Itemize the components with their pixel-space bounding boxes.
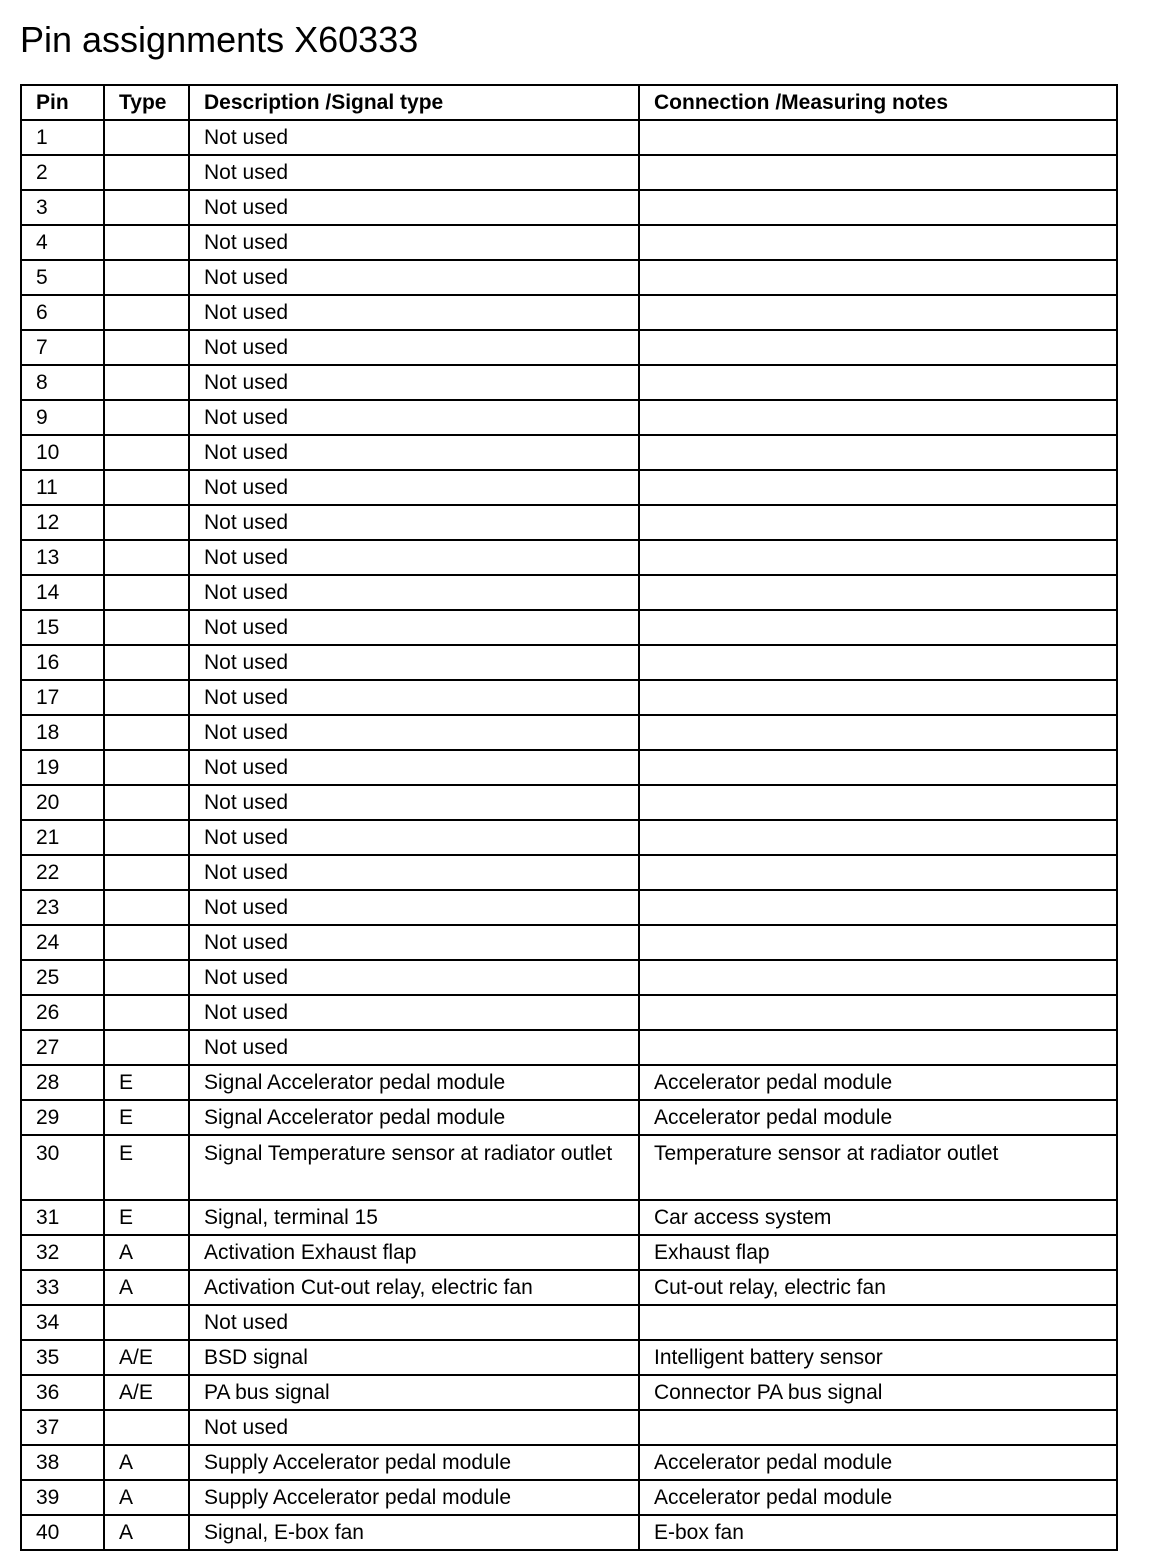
cell-type: A bbox=[104, 1235, 189, 1270]
cell-pin: 27 bbox=[21, 1030, 104, 1065]
table-row bbox=[21, 1135, 1117, 1200]
cell-type bbox=[104, 540, 189, 575]
table-row bbox=[21, 1030, 1117, 1065]
cell-type bbox=[104, 120, 189, 155]
cell-type bbox=[104, 995, 189, 1030]
cell-connection bbox=[639, 435, 1117, 470]
cell-description: Not used bbox=[189, 120, 639, 155]
cell-connection bbox=[639, 1410, 1117, 1445]
table-row bbox=[21, 1445, 1117, 1480]
cell-connection bbox=[639, 295, 1117, 330]
cell-connection bbox=[639, 995, 1117, 1030]
cell-description: Not used bbox=[189, 155, 639, 190]
pin-assignment-table bbox=[20, 84, 1118, 1551]
cell-connection: E-box fan bbox=[639, 1515, 1117, 1550]
cell-type bbox=[104, 750, 189, 785]
table-row bbox=[21, 925, 1117, 960]
table-row bbox=[21, 890, 1117, 925]
cell-type bbox=[104, 330, 189, 365]
cell-connection: Accelerator pedal module bbox=[639, 1065, 1117, 1100]
cell-connection bbox=[639, 960, 1117, 995]
cell-type bbox=[104, 1410, 189, 1445]
cell-description: Not used bbox=[189, 750, 639, 785]
cell-type: A bbox=[104, 1270, 189, 1305]
cell-connection bbox=[639, 610, 1117, 645]
cell-pin: 32 bbox=[21, 1235, 104, 1270]
cell-description: Not used bbox=[189, 715, 639, 750]
cell-pin: 4 bbox=[21, 225, 104, 260]
cell-type: A bbox=[104, 1445, 189, 1480]
cell-pin: 25 bbox=[21, 960, 104, 995]
cell-pin: 19 bbox=[21, 750, 104, 785]
cell-description: Not used bbox=[189, 960, 639, 995]
cell-type: E bbox=[104, 1065, 189, 1100]
cell-type bbox=[104, 645, 189, 680]
cell-pin: 7 bbox=[21, 330, 104, 365]
cell-pin: 37 bbox=[21, 1410, 104, 1445]
cell-pin: 23 bbox=[21, 890, 104, 925]
cell-pin: 35 bbox=[21, 1340, 104, 1375]
cell-connection bbox=[639, 540, 1117, 575]
table-body bbox=[21, 120, 1117, 1550]
cell-pin: 17 bbox=[21, 680, 104, 715]
table-row bbox=[21, 1200, 1117, 1235]
table-row bbox=[21, 260, 1117, 295]
cell-connection: Connector PA bus signal bbox=[639, 1375, 1117, 1410]
table-row bbox=[21, 435, 1117, 470]
cell-type bbox=[104, 470, 189, 505]
header-pin: Pin bbox=[21, 85, 104, 120]
cell-pin: 30 bbox=[21, 1135, 104, 1200]
cell-connection bbox=[639, 260, 1117, 295]
cell-description: Not used bbox=[189, 295, 639, 330]
cell-type bbox=[104, 960, 189, 995]
header-connection: Connection /Measuring notes bbox=[639, 85, 1117, 120]
cell-connection bbox=[639, 855, 1117, 890]
table-row bbox=[21, 1515, 1117, 1550]
cell-description: Not used bbox=[189, 435, 639, 470]
table-row bbox=[21, 1480, 1117, 1515]
cell-pin: 33 bbox=[21, 1270, 104, 1305]
table-header-row bbox=[21, 85, 1117, 120]
cell-type bbox=[104, 365, 189, 400]
table-row bbox=[21, 645, 1117, 680]
table-row bbox=[21, 365, 1117, 400]
cell-description: Signal, terminal 15 bbox=[189, 1200, 639, 1235]
cell-type bbox=[104, 610, 189, 645]
cell-type: E bbox=[104, 1200, 189, 1235]
table-row bbox=[21, 610, 1117, 645]
table-row bbox=[21, 820, 1117, 855]
cell-type bbox=[104, 820, 189, 855]
table-row bbox=[21, 190, 1117, 225]
table-row bbox=[21, 1340, 1117, 1375]
table-row bbox=[21, 1235, 1117, 1270]
cell-description: Signal Accelerator pedal module bbox=[189, 1065, 639, 1100]
cell-pin: 20 bbox=[21, 785, 104, 820]
cell-type bbox=[104, 400, 189, 435]
cell-connection bbox=[639, 190, 1117, 225]
cell-description: Not used bbox=[189, 645, 639, 680]
cell-pin: 38 bbox=[21, 1445, 104, 1480]
cell-type bbox=[104, 260, 189, 295]
header-description: Description /Signal type bbox=[189, 85, 639, 120]
cell-description: Not used bbox=[189, 890, 639, 925]
cell-description: Activation Exhaust flap bbox=[189, 1235, 639, 1270]
cell-type bbox=[104, 190, 189, 225]
cell-pin: 13 bbox=[21, 540, 104, 575]
cell-pin: 14 bbox=[21, 575, 104, 610]
cell-description: Not used bbox=[189, 330, 639, 365]
cell-type bbox=[104, 715, 189, 750]
table-row bbox=[21, 400, 1117, 435]
cell-description: Signal Temperature sensor at radiator outlet bbox=[189, 1135, 639, 1200]
cell-type bbox=[104, 225, 189, 260]
table-row bbox=[21, 680, 1117, 715]
cell-pin: 10 bbox=[21, 435, 104, 470]
cell-connection bbox=[639, 365, 1117, 400]
cell-connection: Accelerator pedal module bbox=[639, 1100, 1117, 1135]
cell-description: Activation Cut-out relay, electric fan bbox=[189, 1270, 639, 1305]
cell-description: Supply Accelerator pedal module bbox=[189, 1445, 639, 1480]
cell-pin: 16 bbox=[21, 645, 104, 680]
cell-connection: Car access system bbox=[639, 1200, 1117, 1235]
cell-connection bbox=[639, 330, 1117, 365]
cell-connection bbox=[639, 785, 1117, 820]
cell-description: Not used bbox=[189, 225, 639, 260]
cell-description: Supply Accelerator pedal module bbox=[189, 1480, 639, 1515]
cell-description: Not used bbox=[189, 925, 639, 960]
cell-pin: 21 bbox=[21, 820, 104, 855]
cell-description: Not used bbox=[189, 1410, 639, 1445]
table-row bbox=[21, 120, 1117, 155]
cell-pin: 34 bbox=[21, 1305, 104, 1340]
cell-type bbox=[104, 785, 189, 820]
cell-pin: 6 bbox=[21, 295, 104, 330]
cell-description: Not used bbox=[189, 470, 639, 505]
table-row bbox=[21, 225, 1117, 260]
cell-connection bbox=[639, 820, 1117, 855]
cell-description: Not used bbox=[189, 575, 639, 610]
cell-pin: 9 bbox=[21, 400, 104, 435]
table-row bbox=[21, 505, 1117, 540]
cell-description: Not used bbox=[189, 365, 639, 400]
cell-pin: 22 bbox=[21, 855, 104, 890]
cell-pin: 15 bbox=[21, 610, 104, 645]
cell-description: Not used bbox=[189, 1305, 639, 1340]
cell-connection bbox=[639, 890, 1117, 925]
cell-type bbox=[104, 295, 189, 330]
cell-pin: 39 bbox=[21, 1480, 104, 1515]
cell-pin: 29 bbox=[21, 1100, 104, 1135]
cell-type bbox=[104, 1305, 189, 1340]
cell-connection: Accelerator pedal module bbox=[639, 1445, 1117, 1480]
table-row bbox=[21, 295, 1117, 330]
table-row bbox=[21, 960, 1117, 995]
cell-connection: Temperature sensor at radiator outlet bbox=[639, 1135, 1117, 1200]
table-row bbox=[21, 750, 1117, 785]
cell-type bbox=[104, 855, 189, 890]
cell-connection bbox=[639, 575, 1117, 610]
table-row bbox=[21, 330, 1117, 365]
table-row bbox=[21, 1305, 1117, 1340]
table-row bbox=[21, 1375, 1117, 1410]
cell-connection bbox=[639, 505, 1117, 540]
cell-type: A bbox=[104, 1480, 189, 1515]
cell-pin: 28 bbox=[21, 1065, 104, 1100]
cell-connection bbox=[639, 1030, 1117, 1065]
cell-type bbox=[104, 925, 189, 960]
cell-pin: 18 bbox=[21, 715, 104, 750]
cell-connection bbox=[639, 680, 1117, 715]
table-row bbox=[21, 155, 1117, 190]
cell-type bbox=[104, 575, 189, 610]
cell-type: A/E bbox=[104, 1375, 189, 1410]
cell-pin: 31 bbox=[21, 1200, 104, 1235]
cell-type: E bbox=[104, 1135, 189, 1200]
cell-description: Not used bbox=[189, 785, 639, 820]
page-title: Pin assignments X60333 bbox=[20, 19, 419, 60]
cell-type bbox=[104, 890, 189, 925]
table-row bbox=[21, 1270, 1117, 1305]
cell-pin: 26 bbox=[21, 995, 104, 1030]
table-row bbox=[21, 1065, 1117, 1100]
cell-description: BSD signal bbox=[189, 1340, 639, 1375]
cell-connection bbox=[639, 470, 1117, 505]
cell-description: Not used bbox=[189, 190, 639, 225]
cell-pin: 5 bbox=[21, 260, 104, 295]
cell-pin: 2 bbox=[21, 155, 104, 190]
cell-type bbox=[104, 680, 189, 715]
cell-type: A/E bbox=[104, 1340, 189, 1375]
cell-connection: Intelligent battery sensor bbox=[639, 1340, 1117, 1375]
cell-description: Signal, E-box fan bbox=[189, 1515, 639, 1550]
table-row bbox=[21, 1410, 1117, 1445]
cell-description: Not used bbox=[189, 680, 639, 715]
cell-connection bbox=[639, 925, 1117, 960]
table-row bbox=[21, 785, 1117, 820]
cell-type: A bbox=[104, 1515, 189, 1550]
cell-connection bbox=[639, 225, 1117, 260]
table-row bbox=[21, 575, 1117, 610]
cell-description: Not used bbox=[189, 540, 639, 575]
table-row bbox=[21, 715, 1117, 750]
cell-connection bbox=[639, 750, 1117, 785]
table-row bbox=[21, 995, 1117, 1030]
cell-connection bbox=[639, 400, 1117, 435]
cell-pin: 36 bbox=[21, 1375, 104, 1410]
cell-description: Not used bbox=[189, 855, 639, 890]
table-row bbox=[21, 1100, 1117, 1135]
cell-pin: 40 bbox=[21, 1515, 104, 1550]
cell-connection bbox=[639, 1305, 1117, 1340]
cell-description: Not used bbox=[189, 995, 639, 1030]
cell-description: Not used bbox=[189, 820, 639, 855]
cell-pin: 3 bbox=[21, 190, 104, 225]
table-row bbox=[21, 855, 1117, 890]
table-row bbox=[21, 540, 1117, 575]
cell-type: E bbox=[104, 1100, 189, 1135]
cell-description: PA bus signal bbox=[189, 1375, 639, 1410]
cell-description: Not used bbox=[189, 400, 639, 435]
cell-connection: Exhaust flap bbox=[639, 1235, 1117, 1270]
table-row bbox=[21, 470, 1117, 505]
cell-description: Not used bbox=[189, 505, 639, 540]
cell-description: Not used bbox=[189, 610, 639, 645]
cell-type bbox=[104, 505, 189, 540]
cell-type bbox=[104, 435, 189, 470]
cell-pin: 12 bbox=[21, 505, 104, 540]
cell-pin: 24 bbox=[21, 925, 104, 960]
cell-pin: 8 bbox=[21, 365, 104, 400]
cell-connection: Accelerator pedal module bbox=[639, 1480, 1117, 1515]
cell-description: Signal Accelerator pedal module bbox=[189, 1100, 639, 1135]
header-type: Type bbox=[104, 85, 189, 120]
cell-type bbox=[104, 1030, 189, 1065]
cell-description: Not used bbox=[189, 260, 639, 295]
cell-connection bbox=[639, 715, 1117, 750]
cell-connection bbox=[639, 155, 1117, 190]
cell-connection: Cut-out relay, electric fan bbox=[639, 1270, 1117, 1305]
cell-type bbox=[104, 155, 189, 190]
cell-connection bbox=[639, 645, 1117, 680]
cell-description: Not used bbox=[189, 1030, 639, 1065]
cell-pin: 1 bbox=[21, 120, 104, 155]
cell-pin: 11 bbox=[21, 470, 104, 505]
cell-connection bbox=[639, 120, 1117, 155]
